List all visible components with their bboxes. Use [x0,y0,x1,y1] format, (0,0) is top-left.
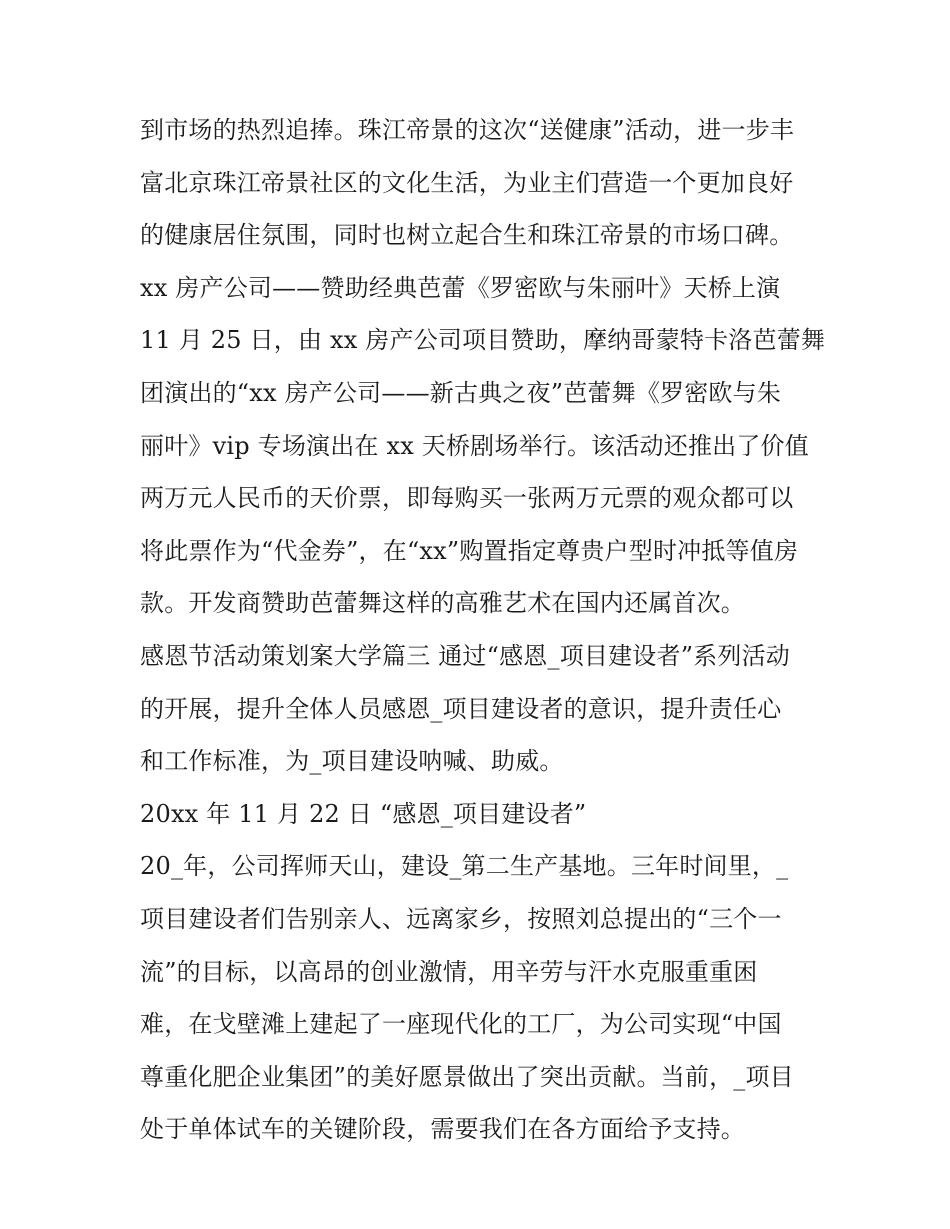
date-line: 20xx 年 11 月 22 日 “感恩_项目建设者” [140,799,587,828]
text-line: 将此票作为“代金券”，在“xx”购置指定尊贵户型时冲抵等值房 [140,536,799,565]
text-line: 感恩节活动策划案大学篇三 通过“感恩_项目建设者”系列活动 [140,641,790,670]
text-line: 的健康居住氛围，同时也树立起合生和珠江帝景的市场口碑。 [140,221,794,250]
text-line: 丽叶》vip 专场演出在 xx 天桥剧场举行。该活动还推出了价值 [140,431,809,460]
text-line: 尊重化肥企业集团”的美好愿景做出了突出贡献。当前，_项目 [140,1062,794,1091]
section-heading: xx 房产公司——赞助经典芭蕾《罗密欧与朱丽叶》天桥上演 [140,273,781,302]
text-line: 两万元人民币的天价票，即每购买一张两万元票的观众都可以 [140,484,794,513]
text-line: 和工作标准，为_项目建设呐喊、助威。 [140,747,564,776]
text-line: 20_年，公司挥师天山，建设_第二生产基地。三年时间里，_ [140,852,789,881]
text-line: 富北京珠江帝景社区的文化生活，为业主们营造一个更加良好 [140,168,794,197]
text-line: 款。开发商赞助芭蕾舞这样的高雅艺术在国内还属首次。 [140,589,745,618]
text-line: 的开展，提升全体人员感恩_项目建设者的意识，提升责任心 [140,694,782,723]
text-line: 流”的目标，以高昂的创业激情，用辛劳与汗水克服重重困 [140,957,758,986]
text-line: 团演出的“xx 房产公司——新古典之夜”芭蕾舞《罗密欧与朱 [140,378,782,407]
text-line: 11 月 25 日，由 xx 房产公司项目赞助，摩纳哥蒙特卡洛芭蕾舞 [140,326,826,355]
text-line: 难，在戈壁滩上建起了一座现代化的工厂，为公司实现“中国 [140,1010,782,1039]
text-line: 到市场的热烈追捧。珠江帝景的这次“送健康”活动，进一步丰 [140,116,795,144]
text-line: 项目建设者们告别亲人、远离家乡，按照刘总提出的“三个一 [140,904,782,933]
body-text [140,104,826,1156]
text-line: 处于单体试车的关键阶段，需要我们在各方面给予支持。 [140,1115,745,1144]
